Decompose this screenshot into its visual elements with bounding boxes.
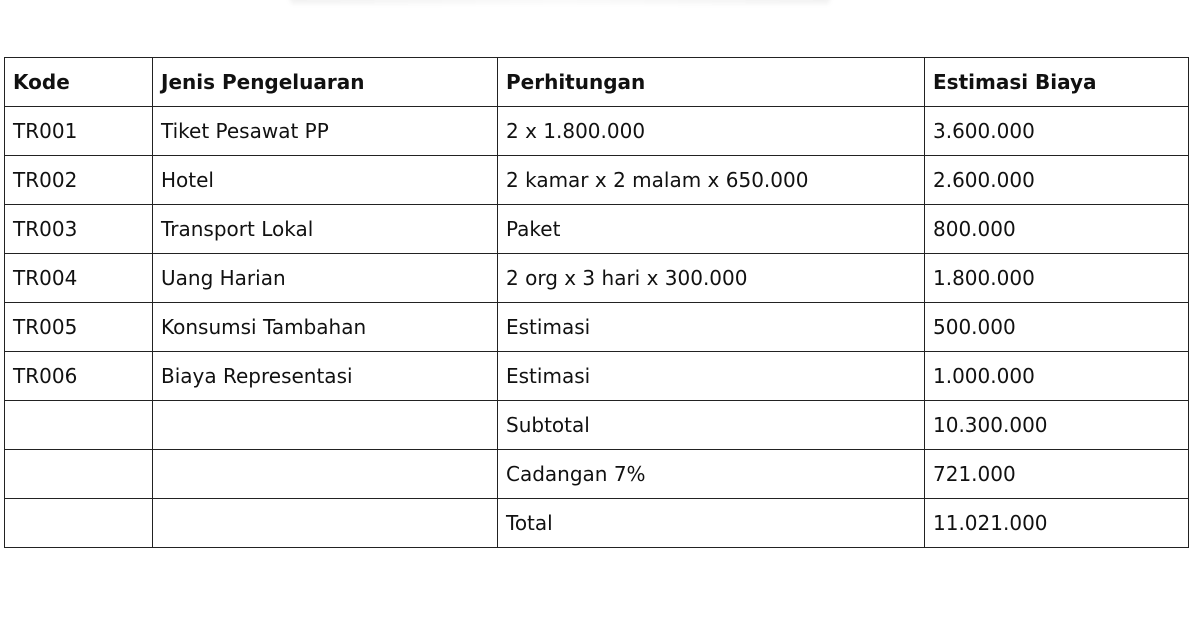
- cell-calculation: Estimasi: [498, 303, 925, 352]
- cell-code: TR005: [5, 303, 153, 352]
- reserve-label: Cadangan 7%: [498, 450, 925, 499]
- cell-expense-type: Tiket Pesawat PP: [153, 107, 498, 156]
- header-calculation: Perhitungan: [498, 58, 925, 107]
- cell-expense-type: Biaya Representasi: [153, 352, 498, 401]
- empty-cell: [153, 499, 498, 548]
- empty-cell: [153, 450, 498, 499]
- header-estimated-cost: Estimasi Biaya: [925, 58, 1189, 107]
- total-row: [5, 499, 1189, 548]
- cell-code: TR006: [5, 352, 153, 401]
- empty-cell: [5, 499, 153, 548]
- subtotal-row: [5, 401, 1189, 450]
- empty-cell: [153, 401, 498, 450]
- table-row: [5, 254, 1189, 303]
- cell-code: TR003: [5, 205, 153, 254]
- table-body: [5, 107, 1189, 548]
- cell-code: TR002: [5, 156, 153, 205]
- table-row: [5, 205, 1189, 254]
- cell-calculation: 2 org x 3 hari x 300.000: [498, 254, 925, 303]
- table-row: [5, 352, 1189, 401]
- cell-estimated-cost: 3.600.000: [925, 107, 1189, 156]
- cell-expense-type: Hotel: [153, 156, 498, 205]
- empty-cell: [5, 401, 153, 450]
- cell-expense-type: Uang Harian: [153, 254, 498, 303]
- empty-cell: [5, 450, 153, 499]
- cell-calculation: Paket: [498, 205, 925, 254]
- header-expense-type: Jenis Pengeluaran: [153, 58, 498, 107]
- header-row: [5, 58, 1189, 107]
- total-value: 11.021.000: [925, 499, 1189, 548]
- cell-code: TR004: [5, 254, 153, 303]
- cell-estimated-cost: 1.000.000: [925, 352, 1189, 401]
- cell-expense-type: Transport Lokal: [153, 205, 498, 254]
- table-row: [5, 303, 1189, 352]
- subtotal-value: 10.300.000: [925, 401, 1189, 450]
- cell-estimated-cost: 2.600.000: [925, 156, 1189, 205]
- reserve-row: [5, 450, 1189, 499]
- cell-calculation: Estimasi: [498, 352, 925, 401]
- table-header: [5, 58, 1189, 107]
- faded-header-remnant: [290, 0, 830, 4]
- cell-estimated-cost: 800.000: [925, 205, 1189, 254]
- cell-calculation: 2 x 1.800.000: [498, 107, 925, 156]
- expense-table: [4, 57, 1189, 548]
- cell-expense-type: Konsumsi Tambahan: [153, 303, 498, 352]
- table-row: [5, 107, 1189, 156]
- total-label: Total: [498, 499, 925, 548]
- subtotal-label: Subtotal: [498, 401, 925, 450]
- cell-calculation: 2 kamar x 2 malam x 650.000: [498, 156, 925, 205]
- header-code: Kode: [5, 58, 153, 107]
- reserve-value: 721.000: [925, 450, 1189, 499]
- cell-estimated-cost: 500.000: [925, 303, 1189, 352]
- cell-code: TR001: [5, 107, 153, 156]
- table-row: [5, 156, 1189, 205]
- cell-estimated-cost: 1.800.000: [925, 254, 1189, 303]
